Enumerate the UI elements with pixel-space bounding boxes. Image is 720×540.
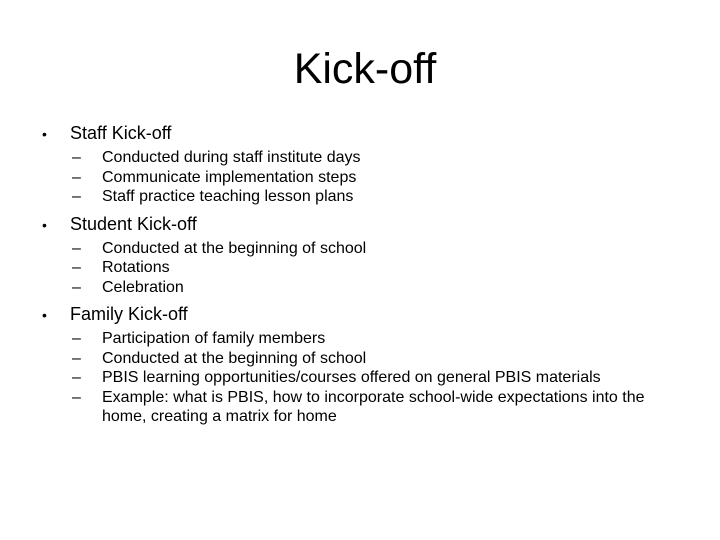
bullet-icon: • [42, 126, 47, 142]
dash-icon: – [72, 239, 81, 257]
sub-item [72, 148, 682, 168]
sub-item-text: Communicate implementation steps [102, 168, 357, 186]
dash-icon: – [72, 330, 81, 347]
sub-item [72, 168, 682, 188]
dash-icon: – [72, 349, 81, 367]
sub-item-text: Staff practice teaching lesson plans [102, 188, 354, 205]
bullet-icon: • [42, 307, 47, 323]
sub-list [72, 329, 682, 427]
sub-item-text: Participation of family members [102, 330, 326, 347]
dash-icon: – [72, 149, 81, 166]
slide-body [42, 122, 682, 427]
sub-item [72, 278, 682, 298]
bullet-item [42, 122, 682, 145]
sub-item-text: Conducted at the beginning of school [102, 239, 367, 257]
sub-list [72, 148, 682, 207]
slide-title: Kick-off [293, 45, 437, 93]
sub-item-text: Example: what is PBIS, how to incorporate school-wide expectations into the home, creating a matrix for home [102, 388, 645, 425]
section-label: Family Kick-off [70, 304, 188, 324]
section-label: Student Kick-off [70, 213, 197, 234]
dash-icon: – [72, 168, 81, 186]
sub-item [72, 258, 682, 278]
dash-icon: – [72, 188, 81, 205]
section-student-kickoff [42, 213, 682, 298]
sub-item [72, 349, 682, 369]
section-staff-kickoff [42, 122, 682, 207]
sub-item-text: PBIS learning opportunities/courses offered on general PBIS materials [102, 369, 601, 386]
sub-item-text: Conducted during staff institute days [102, 149, 361, 166]
sub-item-text: Celebration [102, 278, 184, 296]
dash-icon: – [72, 369, 81, 386]
section-label: Staff Kick-off [70, 123, 172, 143]
sub-list [72, 239, 682, 298]
bullet-icon: • [42, 216, 47, 233]
sub-item [72, 388, 682, 427]
dash-icon: – [72, 388, 81, 406]
section-family-kickoff [42, 303, 682, 427]
dash-icon: – [72, 278, 81, 296]
sub-item-text: Conducted at the beginning of school [102, 349, 367, 367]
dash-icon: – [72, 259, 81, 276]
bullet-item [42, 303, 682, 326]
bullet-item [42, 213, 682, 236]
sub-item-text: Rotations [102, 259, 170, 276]
sub-item [72, 239, 682, 259]
sub-item [72, 368, 682, 388]
sub-item [72, 329, 682, 349]
sub-item [72, 187, 682, 207]
